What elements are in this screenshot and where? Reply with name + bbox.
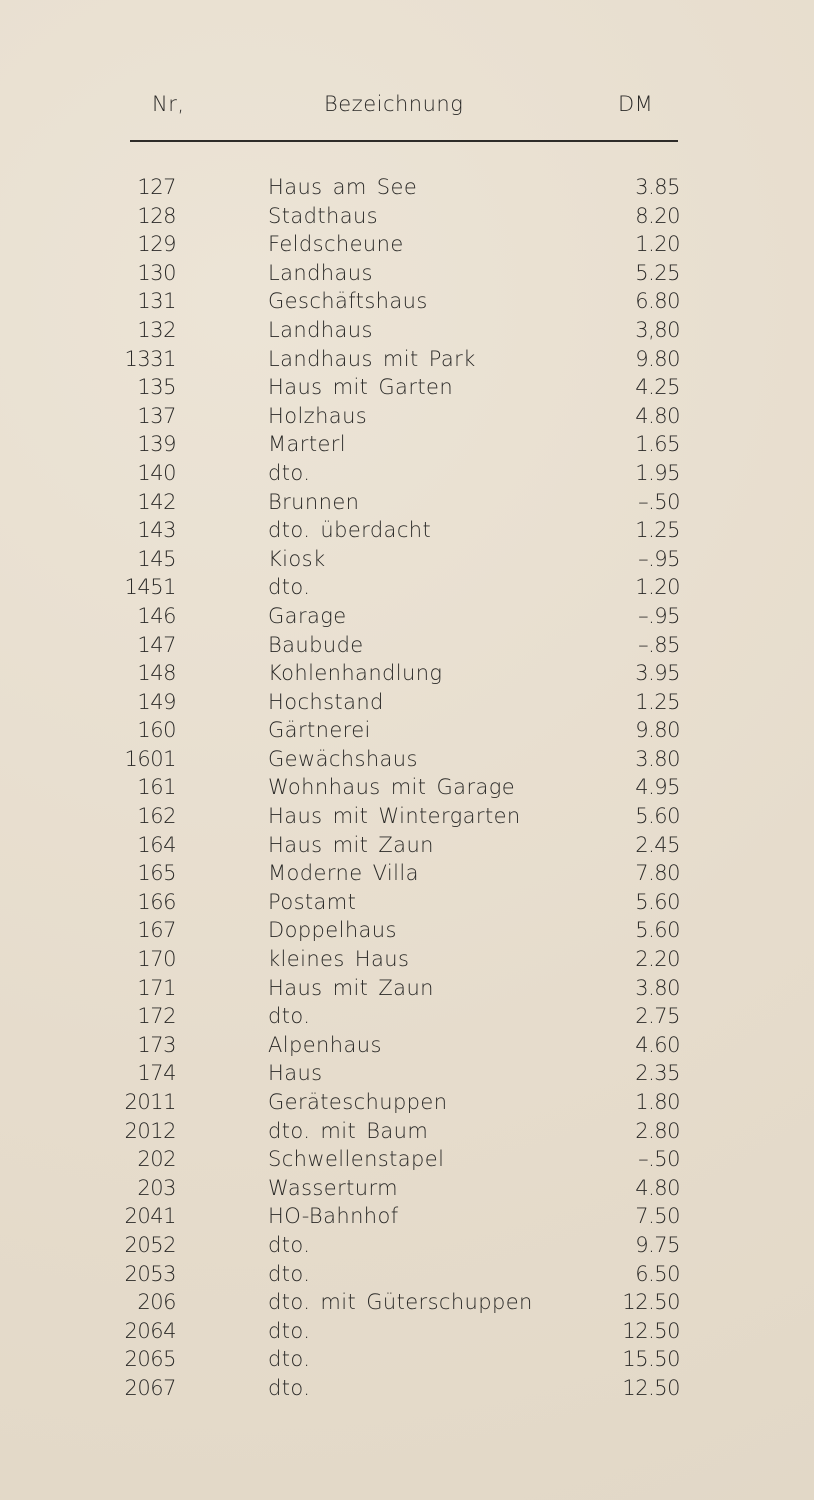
table-row [0, 831, 814, 860]
row-designation: Baubude [268, 632, 364, 657]
table-row [0, 945, 814, 974]
row-price: 3,80 [635, 317, 680, 342]
row-number: 203 [137, 1175, 176, 1200]
row-price: 1.80 [635, 1090, 680, 1114]
table-row [0, 1231, 814, 1260]
row-number: 202 [137, 1147, 176, 1172]
row-price: 3.95 [635, 661, 680, 686]
row-price: 5.60 [635, 889, 680, 914]
row-number: 172 [137, 1004, 176, 1029]
table-row [0, 1345, 814, 1374]
row-number: 165 [137, 861, 176, 886]
row-number: 1451 [124, 575, 176, 600]
row-price: 2.20 [635, 947, 680, 972]
row-designation: Haus mit Wintergarten [268, 804, 521, 829]
row-price: –.50 [638, 489, 680, 514]
row-designation: Landhaus [268, 260, 373, 285]
row-number: 1601 [124, 746, 176, 771]
row-price: 1.65 [635, 432, 680, 457]
row-designation: Garage [268, 603, 347, 628]
table-row [0, 602, 814, 631]
row-price: 12.50 [622, 1318, 680, 1343]
row-price: 5.60 [635, 918, 680, 943]
row-designation: dto. [268, 1375, 311, 1400]
table-row [0, 1174, 814, 1203]
row-number: 147 [137, 632, 176, 657]
row-designation: Alpenhaus [268, 1032, 382, 1057]
row-designation: Wasserturm [268, 1175, 398, 1200]
table-row [0, 659, 814, 688]
row-designation: dto. mit Güterschuppen [268, 1290, 533, 1315]
row-number: 140 [137, 460, 176, 485]
row-price: 3.80 [635, 975, 680, 1000]
row-designation: Brunnen [268, 489, 360, 514]
row-price: 12.50 [622, 1290, 680, 1315]
row-price: 1.95 [635, 460, 680, 485]
table-row [0, 373, 814, 402]
row-designation: Marterl [268, 432, 347, 457]
table-row [0, 916, 814, 945]
row-number: 142 [137, 489, 176, 514]
row-designation: Hochstand [268, 689, 384, 714]
row-price: 2.80 [635, 1118, 680, 1143]
row-number: 1331 [124, 346, 176, 371]
header-price: DM [618, 92, 654, 116]
table-row [0, 316, 814, 345]
header-designation: Bezeichnung [324, 92, 464, 116]
price-table-body [0, 173, 814, 1403]
row-number: 137 [137, 403, 176, 428]
row-number: 2012 [124, 1118, 176, 1143]
row-designation: dto. [268, 1232, 311, 1257]
row-number: 164 [137, 832, 176, 857]
row-designation: Haus [268, 1061, 323, 1086]
row-number: 145 [137, 546, 176, 571]
table-row [0, 1088, 814, 1117]
table-row [0, 573, 814, 602]
row-price: –.85 [638, 632, 680, 657]
row-price: 4.60 [635, 1032, 680, 1057]
row-designation: dto. [268, 1347, 311, 1372]
row-designation: dto. [268, 1261, 311, 1286]
row-price: 9.80 [635, 718, 680, 743]
table-row [0, 259, 814, 288]
table-row [0, 802, 814, 831]
row-price: 12.50 [622, 1375, 680, 1400]
row-designation: Kiosk [268, 546, 326, 571]
table-row [0, 1059, 814, 1088]
row-designation: Haus mit Zaun [268, 832, 434, 857]
table-row [0, 688, 814, 717]
row-designation: kleines Haus [268, 947, 410, 972]
row-number: 131 [137, 289, 176, 314]
table-row [0, 402, 814, 431]
row-price: –.50 [638, 1147, 680, 1172]
table-row [0, 1117, 814, 1146]
row-designation: dto. überdacht [268, 518, 432, 543]
row-designation: Holzhaus [268, 403, 368, 428]
row-designation: Stadthaus [268, 203, 379, 228]
row-price: 6.80 [635, 289, 680, 314]
row-price: 5.25 [635, 260, 680, 285]
row-number: 2053 [124, 1261, 176, 1286]
row-designation: dto. [268, 1318, 311, 1343]
row-designation: Geräteschuppen [268, 1090, 448, 1114]
row-number: 171 [137, 975, 176, 1000]
table-row [0, 745, 814, 774]
row-designation: Landhaus mit Park [268, 346, 476, 371]
table-row [0, 545, 814, 574]
table-row [0, 773, 814, 802]
row-price: 1.20 [635, 232, 680, 257]
row-designation: dto. mit Baum [268, 1118, 429, 1143]
table-row [0, 516, 814, 545]
row-number: 170 [137, 947, 176, 972]
row-price: 1.25 [635, 518, 680, 543]
row-price: 3.85 [635, 175, 680, 199]
row-designation: Haus mit Zaun [268, 975, 434, 1000]
table-row [0, 430, 814, 459]
row-price: 5.60 [635, 804, 680, 829]
row-number: 2065 [124, 1347, 176, 1372]
table-row [0, 173, 814, 202]
row-number: 206 [137, 1290, 176, 1315]
row-designation: Wohnhaus mit Garage [268, 775, 516, 800]
row-price: –.95 [638, 603, 680, 628]
row-price: 8.20 [635, 203, 680, 228]
table-row [0, 1031, 814, 1060]
row-price: –.95 [638, 546, 680, 571]
table-row [0, 1260, 814, 1289]
row-designation: Haus am See [268, 175, 418, 199]
row-number: 143 [137, 518, 176, 543]
row-number: 129 [137, 232, 176, 257]
row-number: 167 [137, 918, 176, 943]
table-row [0, 974, 814, 1003]
table-row [0, 1202, 814, 1231]
row-number: 2011 [124, 1090, 176, 1114]
row-designation: Moderne Villa [268, 861, 419, 886]
table-row [0, 459, 814, 488]
row-price: 4.80 [635, 1175, 680, 1200]
table-row [0, 345, 814, 374]
row-designation: Postamt [268, 889, 357, 914]
row-price: 4.25 [635, 375, 680, 400]
header-divider [130, 140, 678, 142]
row-price: 9.80 [635, 346, 680, 371]
row-designation: dto. [268, 575, 311, 600]
table-row [0, 859, 814, 888]
row-designation: Doppelhaus [268, 918, 397, 943]
table-row [0, 631, 814, 660]
row-number: 148 [137, 661, 176, 686]
row-price: 9.75 [635, 1232, 680, 1257]
row-price: 4.80 [635, 403, 680, 428]
row-number: 127 [137, 175, 176, 199]
row-price: 2.35 [635, 1061, 680, 1086]
row-number: 2067 [124, 1375, 176, 1400]
row-price: 2.45 [635, 832, 680, 857]
row-number: 139 [137, 432, 176, 457]
row-number: 2052 [124, 1232, 176, 1257]
row-number: 146 [137, 603, 176, 628]
row-price: 1.20 [635, 575, 680, 600]
table-header [130, 92, 678, 126]
row-number: 149 [137, 689, 176, 714]
row-price: 2.75 [635, 1004, 680, 1029]
row-designation: Geschäftshaus [268, 289, 428, 314]
row-designation: Kohlenhandlung [268, 661, 443, 686]
row-designation: HO-Bahnhof [268, 1204, 399, 1229]
row-price: 6.50 [635, 1261, 680, 1286]
row-price: 4.95 [635, 775, 680, 800]
row-designation: Schwellenstapel [268, 1147, 445, 1172]
table-row [0, 202, 814, 231]
table-row [0, 488, 814, 517]
row-designation: dto. [268, 1004, 311, 1029]
row-designation: dto. [268, 460, 311, 485]
row-designation: Gewächshaus [268, 746, 418, 771]
header-number: Nr, [152, 92, 185, 116]
row-number: 2041 [124, 1204, 176, 1229]
table-row [0, 230, 814, 259]
table-row [0, 1145, 814, 1174]
row-designation: Haus mit Garten [268, 375, 454, 400]
row-designation: Gärtnerei [268, 718, 371, 743]
table-row [0, 1002, 814, 1031]
row-price: 15.50 [622, 1347, 680, 1372]
row-price: 7.50 [635, 1204, 680, 1229]
row-number: 161 [137, 775, 176, 800]
table-row [0, 888, 814, 917]
row-designation: Feldscheune [268, 232, 404, 257]
row-number: 130 [137, 260, 176, 285]
table-row [0, 1317, 814, 1346]
row-number: 162 [137, 804, 176, 829]
row-number: 2064 [124, 1318, 176, 1343]
row-price: 3.80 [635, 746, 680, 771]
table-row [0, 1288, 814, 1317]
row-price: 1.25 [635, 689, 680, 714]
row-number: 128 [137, 203, 176, 228]
row-number: 160 [137, 718, 176, 743]
row-number: 135 [137, 375, 176, 400]
row-number: 173 [137, 1032, 176, 1057]
row-price: 7.80 [635, 861, 680, 886]
row-designation: Landhaus [268, 317, 373, 342]
row-number: 166 [137, 889, 176, 914]
table-row [0, 1374, 814, 1403]
row-number: 174 [137, 1061, 176, 1086]
table-row [0, 287, 814, 316]
row-number: 132 [137, 317, 176, 342]
table-row [0, 716, 814, 745]
